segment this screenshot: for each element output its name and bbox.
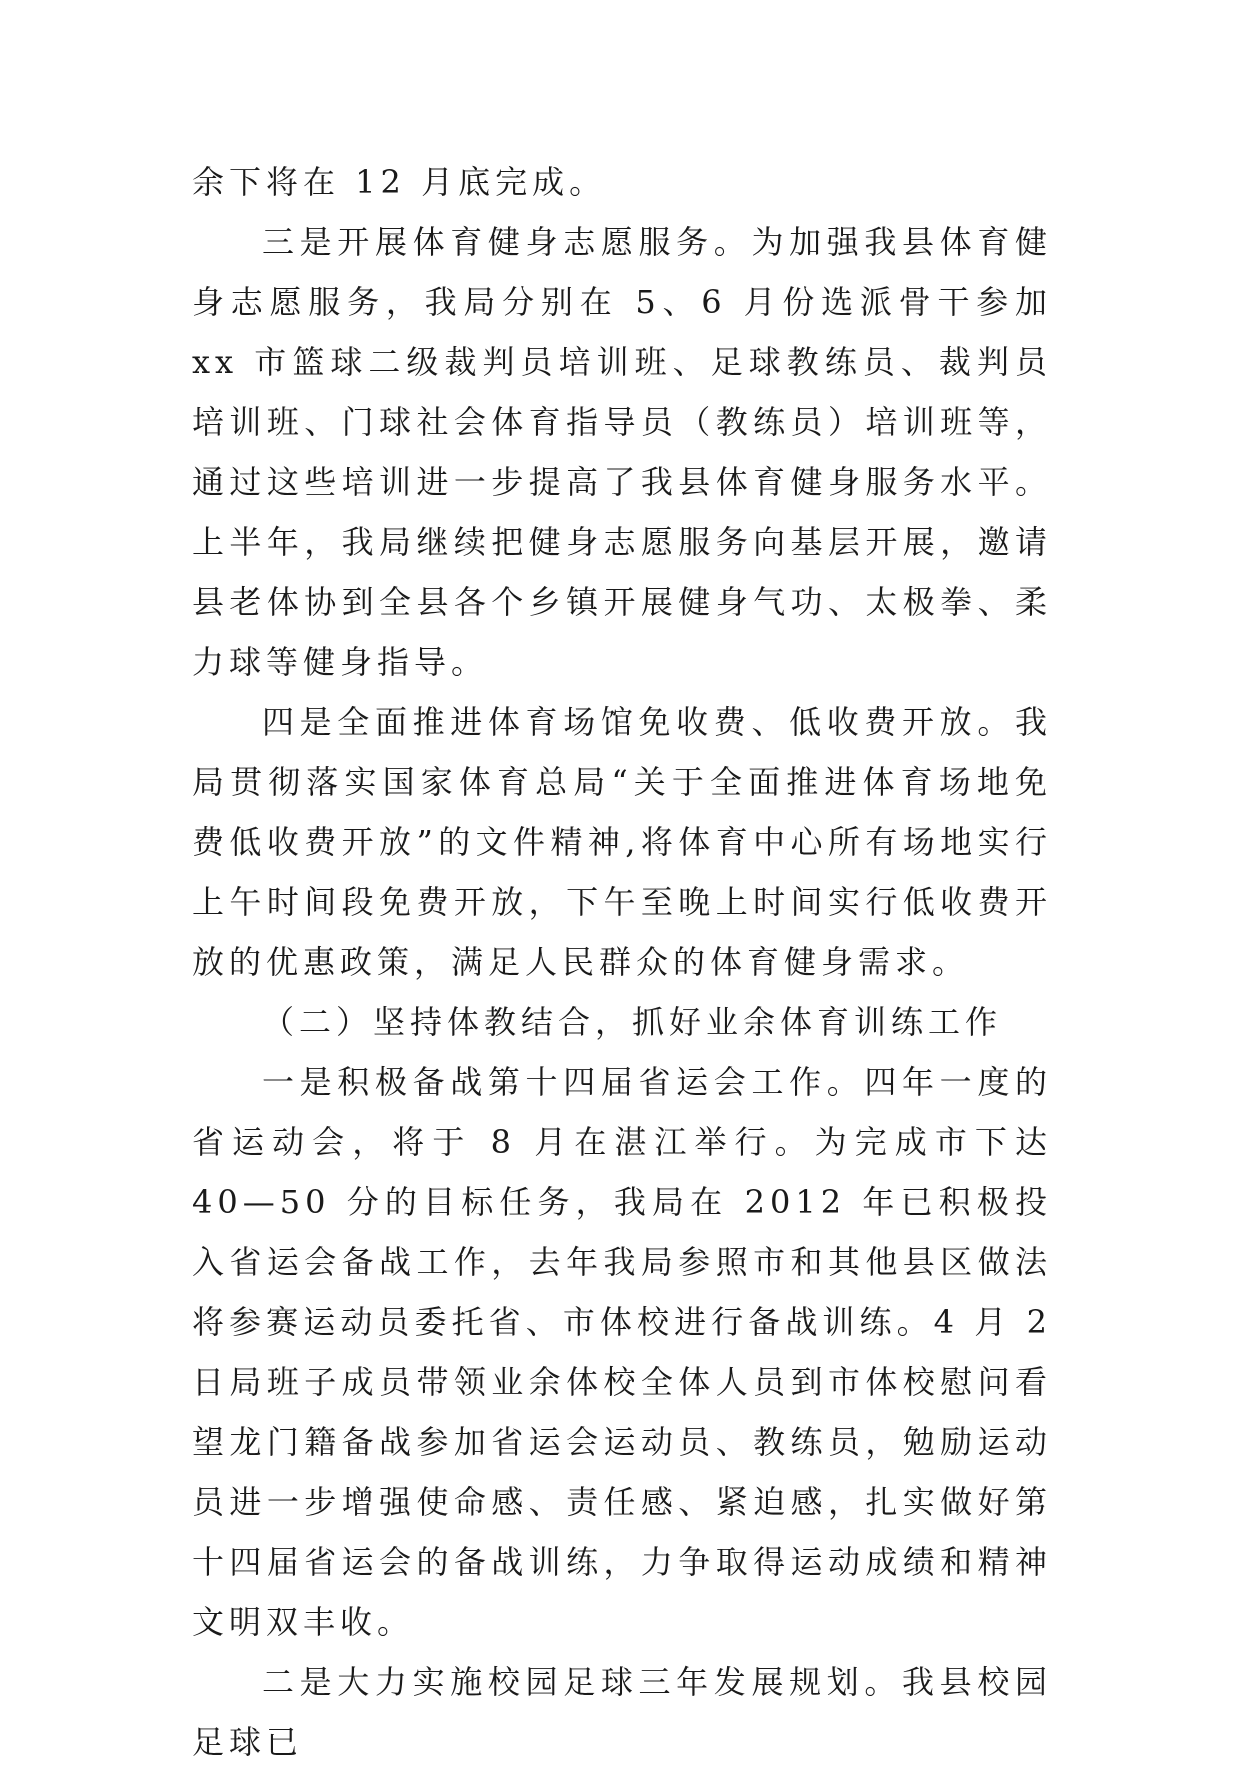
section-heading: （二）坚持体教结合，抓好业余体育训练工作 [262,1003,1003,1041]
paragraph-venue-opening: 四是全面推进体育场馆免收费、低收费开放。我局贯彻落实国家体育总局“关于全面推进体育场地免费低收费开放”的文件精神,将体育中心所有场地实行上午时间段免费开放，下午至晚上时间实行低收费开放的优惠政策，满足人民群众的体育健身需求。 [192,703,1052,981]
paragraph-continuation: 余下将在 12 月底完成。 [192,163,607,201]
paragraph-campus-football: 二是大力实施校园足球三年发展规划。我县校园足球已 [192,1663,1052,1761]
paragraph-volunteer-service: 三是开展体育健身志愿服务。为加强我县体育健身志愿服务，我局分别在 5、6 月份选派骨干参加 xx 市篮球二级裁判员培训班、足球教练员、裁判员培训班、门球社会体育指导员（教练员）培训班等，通过这些培训进一步提高了我县体育健身服务水平。上半年，我局继续把健身志愿服务向基层开展，邀请县老体协到全县各个乡镇开展健身气功、太极拳、柔力球等健身指导。 [192,223,1052,681]
document-body [192,152,1052,1772]
paragraph-provincial-games: 一是积极备战第十四届省运会工作。四年一度的省运动会，将于 8 月在湛江举行。为完成市下达 40—50 分的目标任务，我局在 2012 年已积极投入省运会备战工作，去年我局参照市和其他县区做法将参赛运动员委托省、市体校进行备战训练。4 月 2 日局班子成员带领业余体校全体人员到市体校慰问看望龙门籍备战参加省运会运动员、教练员，勉励运动员进一步增强使命感、责任感、紧迫感，扎实做好第十四届省运会的备战训练，力争取得运动成绩和精神文明双丰收。 [192,1063,1052,1641]
